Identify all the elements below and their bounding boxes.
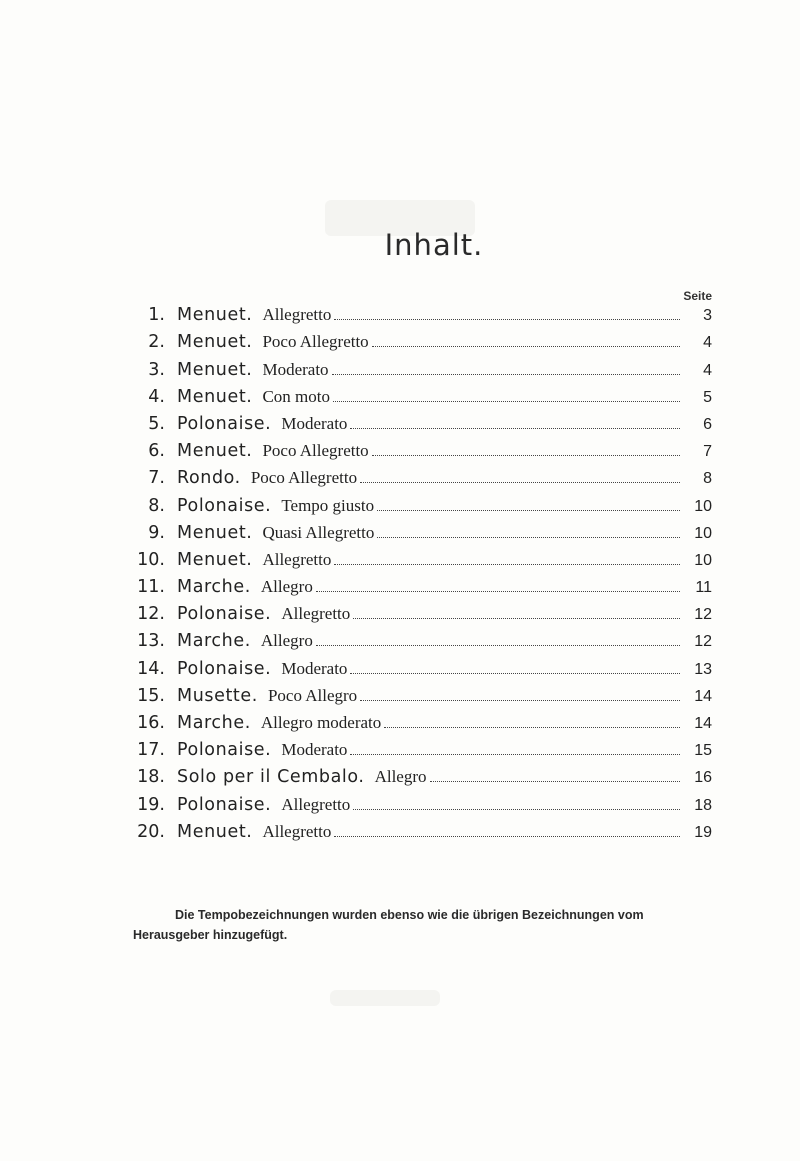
entry-title: Polonaise. (177, 658, 272, 679)
entry-tempo: Allegro (260, 577, 313, 597)
entry-number: 15. (137, 685, 165, 706)
toc-entry (120, 572, 712, 599)
dot-leader (353, 617, 680, 619)
entry-title: Menuet. (177, 386, 253, 407)
dot-leader (334, 835, 680, 837)
entry-title: Menuet. (177, 441, 253, 462)
entry-number: 4. (148, 386, 165, 407)
entry-number: 9. (148, 522, 165, 543)
toc-entry (120, 354, 712, 381)
entry-tempo: Allegro (260, 631, 313, 651)
entry-tempo: Moderato (281, 740, 348, 760)
entry-number: 6. (148, 441, 165, 462)
entry-title: Polonaise. (177, 413, 272, 434)
entry-title: Menuet. (177, 821, 253, 842)
dot-leader (332, 373, 680, 375)
dot-leader (360, 481, 680, 483)
entry-number: 7. (148, 468, 165, 489)
entry-tempo: Moderato (281, 658, 348, 678)
entry-page-number: 4 (703, 361, 712, 379)
entry-number: 2. (148, 332, 165, 353)
entry-page-number: 12 (694, 606, 712, 624)
entry-title: Marche. (177, 631, 251, 652)
entry-number: 16. (137, 713, 165, 733)
toc-entry (120, 817, 712, 844)
entry-title: Menuet. (177, 359, 253, 380)
entry-number: 20. (137, 821, 165, 842)
entry-number: 10. (137, 549, 165, 570)
dot-leader (334, 318, 680, 320)
entry-page-number: 15 (694, 742, 712, 760)
page-title: Inhalt. (384, 228, 484, 262)
toc-entry (120, 463, 712, 490)
dot-leader (377, 536, 680, 538)
dot-leader (350, 753, 680, 755)
entry-tempo: Con moto (262, 386, 330, 406)
toc-entry (120, 382, 712, 409)
entry-page-number: 7 (703, 443, 712, 461)
entry-title: Polonaise. (177, 604, 272, 625)
toc-entry (120, 490, 712, 517)
toc-entry (120, 327, 712, 354)
entry-tempo: Allegretto (262, 549, 332, 569)
entry-page-number: 13 (694, 660, 712, 678)
entry-number: 12. (137, 604, 165, 625)
entry-title: Marche. (177, 577, 251, 598)
entry-page-number: 11 (695, 579, 712, 597)
toc-entry (120, 436, 712, 463)
dot-leader (350, 672, 680, 674)
entry-number: 18. (137, 767, 165, 788)
entry-tempo: Moderato (281, 413, 348, 433)
entry-title: Menuet. (177, 549, 253, 570)
entry-title: Menuet. (177, 522, 253, 543)
entry-number: 19. (137, 794, 165, 815)
entry-tempo: Poco Allegretto (262, 441, 369, 461)
dot-leader (377, 509, 680, 511)
toc-entry (120, 653, 712, 680)
entry-title: Menuet. (177, 305, 253, 326)
dot-leader (372, 345, 680, 347)
entry-title: Polonaise. (177, 794, 272, 815)
entry-title: Polonaise. (177, 495, 272, 516)
dot-leader (350, 427, 680, 429)
toc-entry (120, 300, 712, 327)
entry-tempo: Moderato (262, 359, 329, 379)
entry-page-number: 12 (694, 633, 712, 651)
entry-tempo: Allegretto (262, 305, 332, 325)
entry-tempo: Poco Allegro (267, 685, 358, 705)
entry-page-number: 14 (694, 715, 712, 732)
entry-tempo: Allegretto (281, 794, 351, 814)
entry-page-number: 3 (703, 307, 712, 325)
toc-entry (120, 789, 712, 816)
entry-page-number: 10 (694, 551, 712, 569)
entry-tempo: Poco Allegretto (262, 332, 369, 352)
toc-entry (120, 708, 712, 735)
toc-entry (120, 735, 712, 762)
entry-number: 1. (148, 305, 165, 326)
entry-title: Rondo. (177, 468, 241, 489)
entry-page-number: 10 (694, 524, 712, 542)
entry-tempo: Allegro (374, 767, 427, 787)
dot-leader (316, 590, 680, 592)
entry-tempo: Quasi Allegretto (262, 522, 375, 542)
entry-page-number: 4 (703, 334, 712, 352)
entry-page-number: 16 (694, 769, 712, 787)
entry-tempo: Poco Allegretto (250, 468, 358, 488)
dot-leader (316, 644, 680, 646)
entry-page-number: 18 (694, 796, 712, 814)
dot-leader (372, 454, 680, 456)
entry-tempo: Allegretto (281, 604, 351, 624)
toc-entry (120, 545, 712, 572)
dot-leader (333, 400, 680, 402)
table-of-contents (120, 300, 712, 844)
page-column-header: Seite (683, 289, 712, 303)
toc-entry (120, 762, 712, 789)
entry-page-number: 10 (694, 497, 712, 515)
entry-title: Menuet. (177, 332, 253, 353)
dot-leader (430, 780, 681, 782)
entry-number: 17. (137, 740, 165, 761)
toc-entry (120, 518, 712, 545)
dot-leader (353, 808, 680, 810)
entry-title: Musette. (177, 685, 258, 706)
entry-tempo: Allegro moderato (260, 713, 382, 732)
toc-entry (120, 681, 712, 708)
entry-number: 14. (137, 658, 165, 679)
toc-entry (120, 409, 712, 436)
dot-leader (384, 726, 680, 728)
entry-page-number: 5 (703, 388, 712, 406)
entry-page-number: 8 (703, 470, 712, 488)
toc-entry (120, 626, 712, 653)
entry-page-number: 19 (694, 823, 712, 841)
entry-number: 3. (148, 359, 165, 380)
footnote: Die Tempobezeichnungen wurden ebenso wie die übrigen Bezeichnungen vom Herausgeber hinzugefügt. (133, 908, 644, 942)
entry-number: 8. (148, 495, 165, 516)
entry-title: Polonaise. (177, 740, 272, 761)
entry-tempo: Allegretto (262, 821, 332, 841)
entry-title: Solo per il Cembalo. (177, 767, 365, 788)
entry-number: 11. (137, 577, 165, 598)
entry-number: 5. (148, 413, 165, 434)
entry-number: 13. (137, 631, 165, 652)
toc-entry (120, 599, 712, 626)
entry-tempo: Tempo giusto (281, 495, 375, 515)
entry-page-number: 14 (694, 687, 712, 705)
entry-page-number: 6 (703, 415, 712, 433)
bleed-through-mark (330, 990, 440, 1006)
dot-leader (360, 699, 680, 701)
dot-leader (334, 563, 680, 565)
entry-title: Marche. (177, 713, 251, 733)
